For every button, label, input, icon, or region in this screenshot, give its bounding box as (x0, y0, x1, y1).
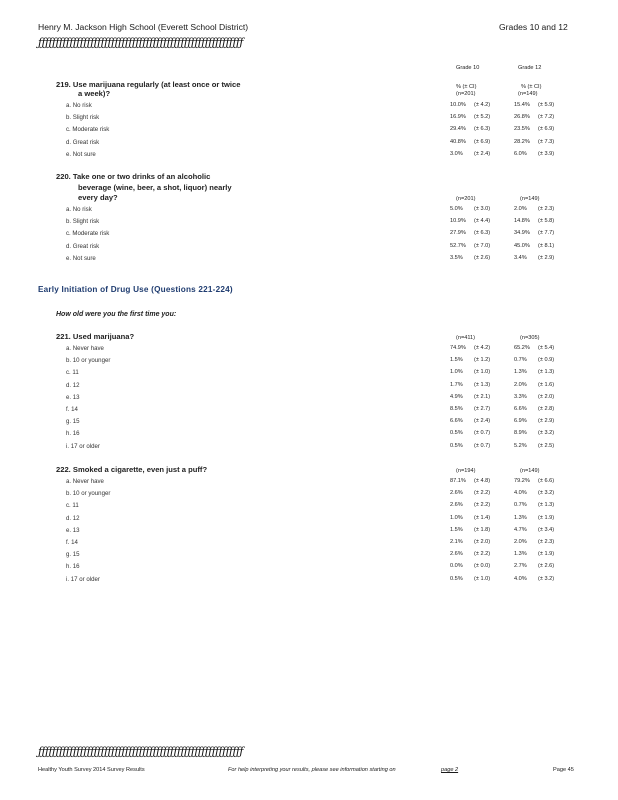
option-label: e. Not sure (66, 150, 96, 158)
grade12-ci: (± 2.3) (538, 539, 555, 545)
grade10-percent: 2.1% (450, 539, 463, 545)
option-label: c. 11 (66, 369, 79, 377)
option-label: c. Moderate risk (66, 230, 110, 238)
grade12-ci: (± 1.3) (538, 369, 555, 376)
option-label: c. 11 (66, 502, 79, 510)
option-label: h. 16 (66, 430, 80, 438)
option-label: b. Slight risk (66, 218, 100, 226)
q220-title: 220. Take one or two drinks of an alcoholic (56, 172, 211, 181)
grade10-heading: Grade 10 (456, 65, 480, 71)
grade12-ci: (± 3.2) (538, 490, 555, 497)
grade10-percent: 1.7% (450, 381, 463, 388)
grade12-ci: (± 7.2) (538, 114, 555, 121)
grade10-ci: (± 0.0) (474, 563, 491, 570)
option-label: i. 17 or older (66, 575, 100, 583)
grade12-percent: 1.3% (514, 514, 527, 521)
q219-title: 219. Use marijuana regularly (at least once or twice (56, 80, 241, 89)
grade10-percent: 27.9% (450, 230, 466, 237)
q221-n-12: (n=305) (520, 335, 540, 341)
q220-title-cont: beverage (wine, beer, a shot, liquor) nearly (78, 183, 232, 192)
grade12-ci: (± 2.0) (538, 393, 555, 400)
q220-n-12: (n=149) (520, 196, 540, 202)
grade12-percent: 1.3% (514, 551, 527, 558)
grade12-percent: 2.0% (514, 539, 527, 545)
footer-help-text: For help interpreting your results, please see information starting on (228, 767, 396, 773)
option-label: a. No risk (66, 206, 92, 213)
grade10-ci: (± 2.6) (474, 254, 491, 261)
q219-n-12: (n=149) (518, 91, 538, 97)
grade12-heading: Grade 12 (518, 65, 542, 71)
grade10-ci: (± 4.4) (474, 218, 491, 225)
grade12-percent: 8.9% (514, 430, 527, 437)
grade12-percent: 26.8% (514, 114, 530, 121)
footer-page2-link[interactable]: page 2 (441, 767, 459, 773)
grade10-ci: (± 1.2) (474, 357, 491, 364)
grade12-percent: 45.0% (514, 242, 530, 249)
grade10-ci: (± 4.2) (474, 345, 491, 351)
grade12-ci: (± 1.9) (538, 551, 555, 558)
grade10-percent: 87.1% (450, 478, 466, 484)
bottom-rule: ƒƒƒƒƒƒƒƒƒƒƒƒƒƒƒƒƒƒƒƒƒƒƒƒƒƒƒƒƒƒƒƒƒƒƒƒƒƒƒƒƒƒƒƒƒƒƒƒƒƒƒƒƒƒƒƒƒƒƒ (38, 745, 243, 758)
grade12-percent: 2.7% (514, 563, 527, 570)
grade12-ci: (± 3.9) (538, 150, 555, 157)
grade10-percent: 1.0% (450, 369, 463, 376)
option-label: h. 16 (66, 563, 80, 571)
grade10-ci: (± 1.8) (474, 526, 491, 533)
grade10-ci: (± 0.7) (474, 430, 491, 437)
grade10-percent: 52.7% (450, 242, 466, 249)
grade10-ci: (± 7.0) (474, 242, 491, 249)
option-label: g. 15 (66, 418, 80, 426)
grade10-ci: (± 4.2) (474, 102, 491, 108)
grade12-ci: (± 0.9) (538, 357, 555, 364)
grade10-ci: (± 2.4) (474, 418, 491, 425)
grade12-percent: 3.4% (514, 254, 527, 261)
grade12-ci: (± 2.9) (538, 418, 555, 425)
top-rule: ƒƒƒƒƒƒƒƒƒƒƒƒƒƒƒƒƒƒƒƒƒƒƒƒƒƒƒƒƒƒƒƒƒƒƒƒƒƒƒƒƒƒƒƒƒƒƒƒƒƒƒƒƒƒƒƒƒƒƒ (38, 36, 243, 49)
option-label: c. Moderate risk (66, 126, 110, 134)
grade10-percent: 2.6% (450, 551, 463, 558)
grade12-ci: (± 5.9) (538, 102, 555, 108)
q221-title: 221. Used marijuana? (56, 332, 135, 341)
school-header: Henry M. Jackson High School (Everett School District) (38, 22, 249, 32)
grade12-percent: 65.2% (514, 345, 530, 351)
grade12-ci: (± 6.6) (538, 478, 555, 484)
grade12-ci: (± 3.2) (538, 430, 555, 437)
grade10-percent: 8.5% (450, 406, 463, 412)
grade10-ci: (± 2.0) (474, 539, 491, 545)
grade10-ci: (± 1.4) (474, 514, 491, 521)
grade12-percent: 5.2% (514, 442, 527, 449)
option-label: e. Not sure (66, 254, 96, 262)
q221-n-10: (n=411) (456, 335, 476, 341)
grade12-ci: (± 3.4) (538, 526, 555, 533)
grade12-percent: 14.8% (514, 218, 530, 225)
grade10-percent: 1.5% (450, 526, 463, 533)
grade10-percent: 10.0% (450, 102, 466, 108)
q220-n-10: (n=201) (456, 196, 476, 202)
q222-n-10: (n=194) (456, 468, 476, 474)
option-label: d. 12 (66, 514, 80, 522)
grade12-ci: (± 5.8) (538, 218, 555, 225)
grade10-ci: (± 2.2) (474, 551, 491, 558)
grade10-percent: 74.9% (450, 345, 466, 351)
grade10-ci: (± 2.4) (474, 150, 491, 157)
grade10-percent: 6.6% (450, 418, 463, 425)
grade10-ci: (± 2.7) (474, 406, 491, 412)
grade10-percent: 0.5% (450, 442, 463, 449)
grade12-percent: 3.3% (514, 393, 527, 400)
footer-page-number: Page 45 (553, 767, 574, 773)
grade10-percent: 29.4% (450, 126, 466, 133)
grade10-ci: (± 1.0) (474, 575, 491, 582)
grade12-percent: 4.0% (514, 575, 527, 582)
option-label: g. 15 (66, 551, 80, 559)
grade10-ci: (± 2.1) (474, 393, 491, 400)
grade12-percent: 6.0% (514, 150, 527, 157)
q220-title-cont2: every day? (78, 193, 118, 202)
grade10-ci: (± 6.9) (474, 138, 491, 145)
option-label: d. 12 (66, 381, 80, 389)
grade12-ci: (± 6.9) (538, 126, 555, 133)
option-label: d. Great risk (66, 138, 100, 146)
grade12-percent: 79.2% (514, 478, 530, 484)
grade10-ci: (± 3.0) (474, 206, 491, 212)
q219-n-10: (n=201) (456, 91, 476, 97)
grade10-ci: (± 2.2) (474, 502, 491, 509)
grade12-ci: (± 8.1) (538, 242, 555, 249)
grade10-percent: 4.9% (450, 393, 463, 400)
grade12-percent: 6.6% (514, 406, 527, 412)
grade10-percent: 40.8% (450, 138, 466, 145)
q222-n-12: (n=149) (520, 468, 540, 474)
grade12-percent: 1.3% (514, 369, 527, 376)
grade12-percent: 0.7% (514, 502, 527, 509)
grade10-percent: 1.0% (450, 514, 463, 521)
grade10-ci: (± 0.7) (474, 442, 491, 449)
grade10-percent: 3.5% (450, 254, 463, 261)
grade12-percent: 28.2% (514, 138, 530, 145)
grade12-ci: (± 2.8) (538, 406, 555, 412)
grade10-ci: (± 2.2) (474, 490, 491, 497)
grade10-percent: 2.6% (450, 502, 463, 509)
grade12-percent: 2.0% (514, 206, 527, 212)
grade12-ci: (± 2.9) (538, 254, 555, 261)
grade12-ci: (± 7.3) (538, 138, 555, 145)
grade10-percent: 5.0% (450, 206, 463, 212)
grade12-ci: (± 3.2) (538, 575, 555, 582)
grade10-ci: (± 5.2) (474, 114, 491, 121)
grade12-percent: 4.0% (514, 490, 527, 497)
q219-ci-heading-10: % (± CI) (456, 84, 477, 90)
q219-ci-heading-12: % (± CI) (521, 84, 542, 90)
grade10-percent: 16.9% (450, 114, 466, 121)
grade10-percent: 1.5% (450, 357, 463, 364)
section-subtitle: How old were you the first time you: (56, 311, 177, 318)
q219-title-cont: a week)? (78, 89, 111, 98)
option-label: f. 14 (66, 406, 78, 413)
grade12-ci: (± 5.4) (538, 345, 555, 351)
grade10-percent: 10.9% (450, 218, 466, 225)
grade12-percent: 15.4% (514, 102, 530, 108)
grade10-ci: (± 1.3) (474, 381, 491, 388)
grade10-ci: (± 4.8) (474, 478, 491, 484)
q222-title: 222. Smoked a cigarette, even just a puff? (56, 465, 208, 474)
option-label: d. Great risk (66, 242, 100, 250)
option-label: a. Never have (66, 345, 104, 352)
grade12-ci: (± 2.3) (538, 206, 555, 212)
section-title: Early Initiation of Drug Use (Questions 221-224) (38, 285, 233, 294)
grade12-percent: 4.7% (514, 526, 527, 533)
option-label: e. 13 (66, 526, 80, 534)
grade10-percent: 2.6% (450, 490, 463, 497)
option-label: a. Never have (66, 478, 104, 485)
grade10-ci: (± 1.0) (474, 369, 491, 376)
grade12-percent: 2.0% (514, 381, 527, 388)
grade12-percent: 34.9% (514, 230, 530, 237)
grade12-ci: (± 1.6) (538, 381, 555, 388)
grade10-percent: 0.0% (450, 563, 463, 570)
option-label: i. 17 or older (66, 442, 100, 450)
option-label: b. Slight risk (66, 114, 100, 122)
footer-report-name: Healthy Youth Survey 2014 Survey Results (38, 767, 145, 773)
grade12-ci: (± 1.3) (538, 502, 555, 509)
grade12-percent: 23.5% (514, 126, 530, 133)
grade12-ci: (± 1.9) (538, 514, 555, 521)
grade12-ci: (± 7.7) (538, 230, 555, 237)
grade12-ci: (± 2.6) (538, 563, 555, 570)
grade10-ci: (± 6.3) (474, 126, 491, 133)
grade10-percent: 3.0% (450, 150, 463, 157)
grades-header: Grades 10 and 12 (499, 22, 568, 32)
grade12-percent: 6.9% (514, 418, 527, 425)
option-label: e. 13 (66, 393, 80, 401)
option-label: a. No risk (66, 102, 92, 109)
option-label: b. 10 or younger (66, 490, 111, 498)
option-label: f. 14 (66, 539, 78, 546)
grade10-percent: 0.5% (450, 430, 463, 437)
option-label: b. 10 or younger (66, 357, 111, 365)
grade10-percent: 0.5% (450, 575, 463, 582)
grade12-ci: (± 2.5) (538, 442, 555, 449)
grade10-ci: (± 6.3) (474, 230, 491, 237)
grade12-percent: 0.7% (514, 357, 527, 364)
